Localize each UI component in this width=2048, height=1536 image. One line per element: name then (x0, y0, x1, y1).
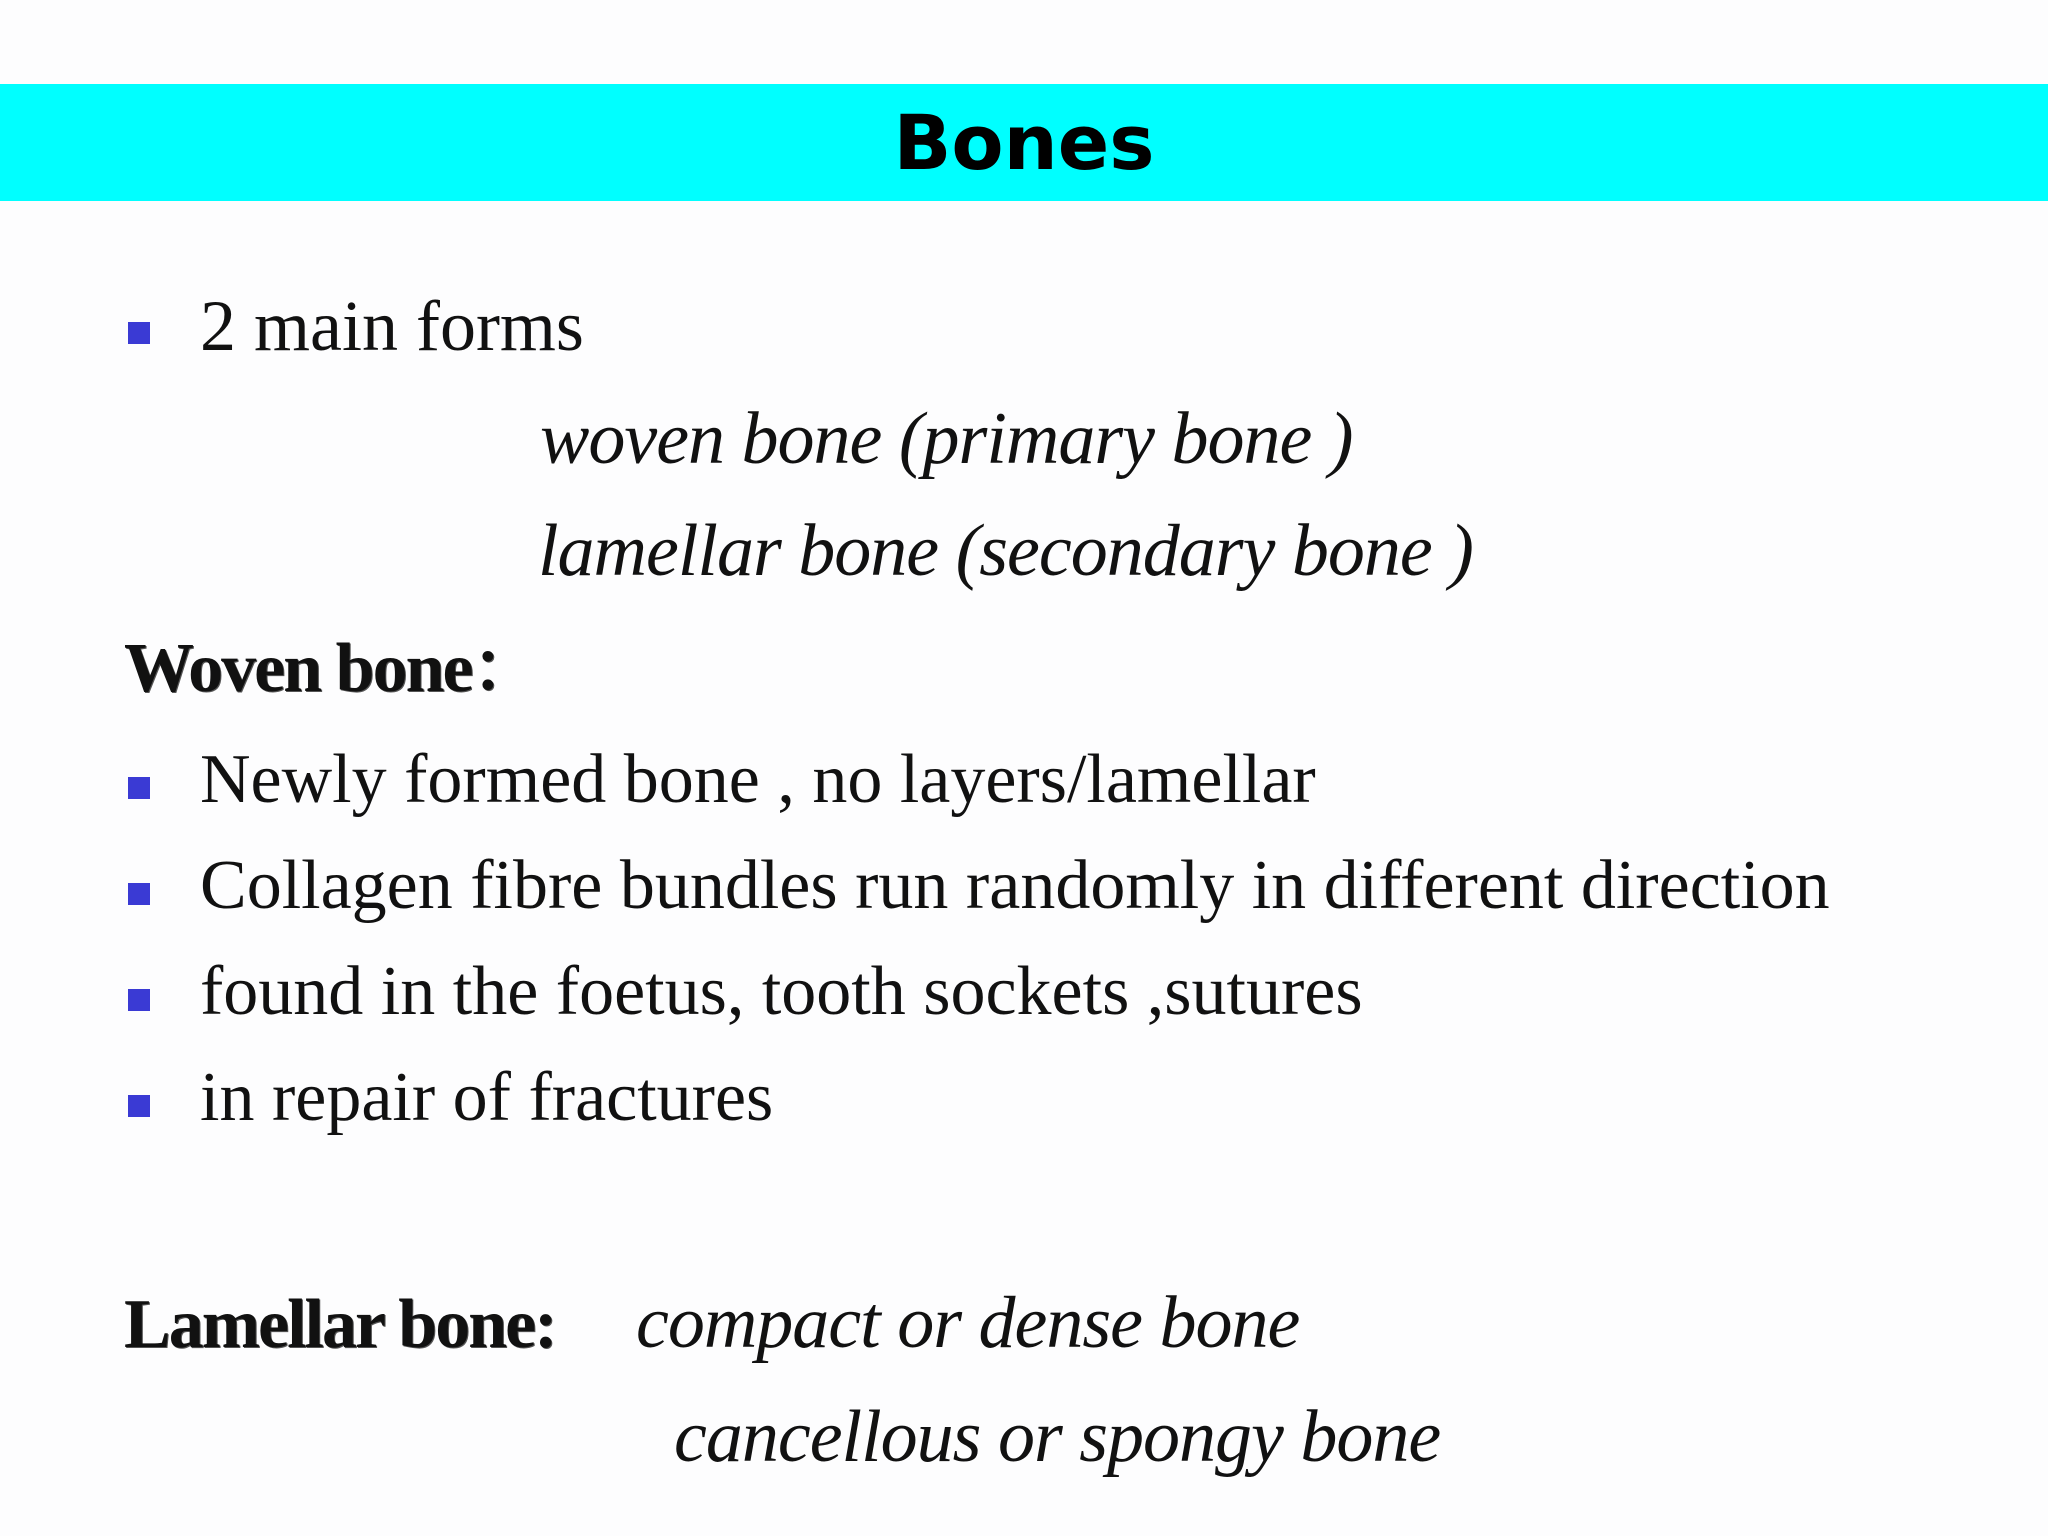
lamellar-type-compact: compact or dense bone (636, 1282, 1300, 1364)
square-bullet-icon (128, 1095, 150, 1117)
slide-title: Bones (893, 98, 1155, 187)
form-lamellar-bone: lamellar bone (secondary bone ) (538, 510, 1473, 592)
woven-bone-heading: Woven bone： (124, 630, 540, 707)
square-bullet-icon (128, 322, 150, 344)
woven-point-2: Collagen fibre bundles run randomly in different direction (200, 847, 1830, 924)
intro-bullet-text: 2 main forms (200, 286, 584, 366)
woven-point-3: found in the foetus, tooth sockets ,sutures (200, 953, 1363, 1030)
square-bullet-icon (128, 777, 150, 799)
square-bullet-icon (128, 989, 150, 1011)
form-woven-bone: woven bone (primary bone ) (540, 398, 1353, 480)
lamellar-bone-heading: Lamellar bone: (124, 1286, 556, 1363)
title-bar (0, 84, 2048, 201)
square-bullet-icon (128, 883, 150, 905)
lamellar-type-cancellous: cancellous or spongy bone (674, 1396, 1441, 1478)
woven-point-4: in repair of fractures (200, 1059, 774, 1136)
woven-point-1: Newly formed bone , no layers/lamellar (200, 741, 1316, 818)
